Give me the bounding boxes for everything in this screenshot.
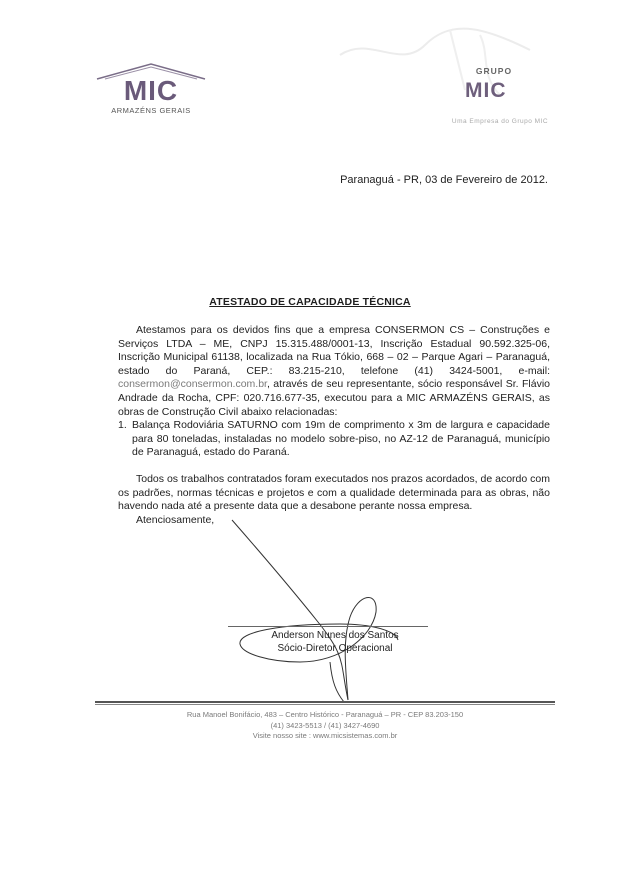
email-address: consermon@consermon.com.br (118, 378, 267, 391)
intro-paragraph (118, 324, 550, 419)
footer-divider-secondary (95, 704, 555, 705)
logo-right-group-label: GRUPO (475, 66, 513, 76)
mic-armazens-logo (95, 62, 207, 120)
closing-paragraph: Todos os trabalhos contratados foram executados nos prazos acordados, de acordo com os padrões, normas técnicas e projetos e com a qualidade determinada para as obras, não havendo nada até a presente data que a desabone perante nossa empresa. (118, 472, 550, 513)
intro-text-continued: , através de seu representante, sócio responsável Sr. Flávio Andrade da Rocha, CPF: 020.716.677-35, executou para a MIC ARMAZÉNS GERAIS, as obras de Construção Civil abaixo relacionadas: (118, 378, 550, 418)
logo-left-subtitle: ARMAZÉNS GERAIS (111, 106, 191, 115)
footer-phones: (41) 3423-5513 / (41) 3427-4690 (270, 720, 380, 730)
signature-line (228, 626, 428, 627)
footer-website: Visite nosso site : www.micsistemas.com.br (252, 731, 398, 740)
signer-block (230, 629, 440, 655)
logo-left-name: MIC (123, 75, 179, 106)
signer-name: Anderson Nunes dos Santos (271, 630, 399, 641)
document-body (118, 324, 550, 527)
signer-role: Sócio-Diretor Operacional (277, 643, 393, 654)
list-item-number: 1. (118, 419, 127, 432)
footer (95, 710, 555, 742)
salutation: Atenciosamente, (136, 513, 215, 526)
intro-text: Atestamos para os devidos fins que a empresa CONSERMON CS – Construções e Serviços LTDA – ME, CNPJ 15.315.488/0001-13, Inscrição Estadual 90.592.325-06, Inscrição Municipal 61138, localizada na Rua Tókio, 668 – 02 – Parque Agari – Paranaguá, estado do Paraná, CEP.: 83.215-210, telefone (41) 3424-5001, e-mail: (118, 324, 550, 377)
logo-right-tagline: Uma Empresa do Grupo MIC (451, 118, 549, 125)
grupo-mic-logo (430, 66, 560, 130)
logo-right-mark (465, 79, 535, 103)
place-date: Paranaguá - PR, 03 de Fevereiro de 2012. (340, 174, 548, 186)
list-item (118, 419, 550, 460)
handwritten-signature (220, 512, 420, 712)
logo-right-name: MIC (465, 79, 507, 102)
footer-divider (95, 701, 555, 703)
footer-address: Rua Manoel Bonifácio, 483 – Centro Histórico - Paranaguá – PR - CEP 83.203-150 (186, 710, 464, 719)
document-title: ATESTADO DE CAPACIDADE TÉCNICA (209, 296, 411, 308)
list-item-text: Balança Rodoviária SATURNO com 19m de comprimento x 3m de largura e capacidade para 80 toneladas, instaladas no modelo sobre-piso, no AZ-12 de Paranaguá, município de Paranaguá, estado do Paraná. (132, 419, 550, 459)
